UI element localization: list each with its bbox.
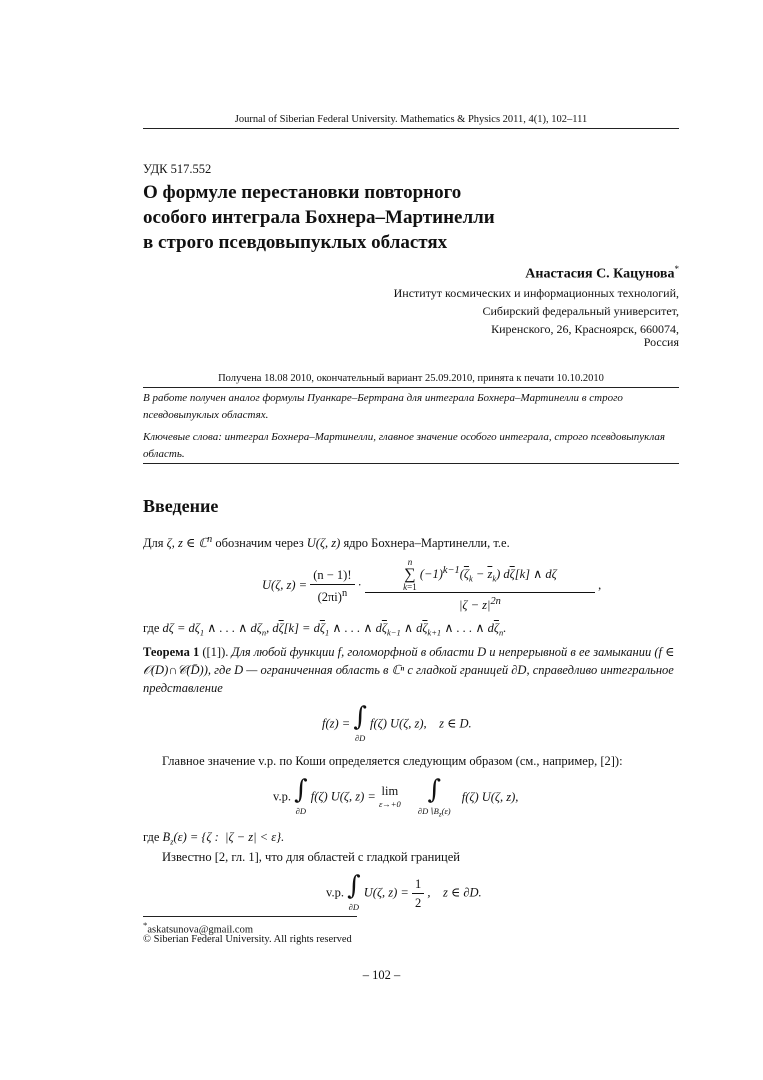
theorem-label: Теорема 1 <box>143 645 200 659</box>
vp-definition-text: Главное значение v.p. по Коши определяется следующим образом (см., например, [2]): <box>162 754 623 768</box>
affiliation-line-1: Институт космических и информационных технологий, <box>393 286 679 300</box>
udk-code: УДК 517.552 <box>143 162 212 176</box>
paper-title <box>143 180 495 255</box>
affiliation-line-3: Киренского, 26, Красноярск, 660074, <box>491 322 679 336</box>
journal-header: Journal of Siberian Federal University. Mathematics & Physics 2011, 4(1), 102–111 <box>234 114 588 125</box>
country: Россия <box>643 335 679 349</box>
author <box>525 264 679 283</box>
section-title: Введение <box>143 496 219 516</box>
copyright-icon: © <box>143 934 151 945</box>
title-line-1: О формуле перестановки повторного <box>143 182 462 203</box>
intro-paragraph <box>143 531 510 552</box>
title-line-2: особого интеграла Бохнера–Мартинелли <box>143 207 495 228</box>
theorem-1 <box>143 643 679 697</box>
footnote-email: *askatsunova@gmail.com <box>143 920 253 936</box>
footnote-rule <box>143 916 357 917</box>
abstract-top-rule <box>143 387 679 388</box>
keywords: Ключевые слова: интеграл Бохнера–Мартинелли, главное значение особого интеграла, строго псевдовыпуклая область. <box>143 431 665 460</box>
intro-text: обозначим через <box>215 536 304 551</box>
page-number: – 102 – <box>362 968 401 982</box>
header-rule <box>143 128 679 129</box>
math-inline-dzeta: $d\zeta = d\zeta_1$ ∧ . . . ∧ $d\zeta_n$, $d\overline{\zeta}[k] = d\overline{\zeta}_1$ ∧ . . . ∧ $d\overline{\zeta}_{k-1}$ ∧ $d\overline{\zeta}_{k+1}$ ∧ . . . ∧ $d\overline{\zeta}_n$. <box>162 621 507 638</box>
ball-lead: где <box>143 830 160 844</box>
abstract-bottom-rule <box>143 463 679 464</box>
theorem-text: Для любой функции f, голоморфной в области D и непрерывной в ее замыкании (f ∈ 𝒪(D)∩𝒞(D̄)), где D — ограниченная область в ℂⁿ с гладкой границей ∂D, справедливо интегральное представление <box>143 645 675 695</box>
integral-representation: f(z) = ∫ ∂D f(ζ) U(ζ, z), z ∈ D. <box>322 702 472 743</box>
known-result-text: Известно [2, гл. 1], что для областей с гладкой границей <box>162 850 460 864</box>
abstract: В работе получен аналог формулы Пуанкаре–Бертрана для интеграла Бохнера–Мартинелли в строго псевдовыпуклых областях. <box>143 392 623 421</box>
author-name: Анастасия С. Кацунова <box>525 266 675 282</box>
affiliation <box>394 284 679 338</box>
affiliation-line-2: Сибирский федеральный университет, <box>482 304 679 318</box>
where-lead: где <box>143 621 160 635</box>
vp-definition-formula: v.p. ∫ ∂D f(ζ) U(ζ, z) = lim ε→+0 ∫ $\partial D∖B_z(\varepsilon)$ f(ζ) U(ζ, z), <box>273 775 519 819</box>
math-inline-zeta: ζ, z ∈ ℂ$^n$ <box>166 534 213 551</box>
where-paragraph <box>143 619 506 642</box>
math-inline-kernel: U(ζ, z) <box>306 536 341 551</box>
author-footnote-mark: * <box>674 264 679 274</box>
math-inline-ball: $B_z(\varepsilon) = \{\zeta$ : |ζ − z| < ε}. <box>162 830 285 847</box>
received-dates: Получена 18.08 2010, окончательный вариант 25.09.2010, принята к печати 10.10.2010 <box>218 373 604 384</box>
half-formula: v.p. ∫ ∂D U(ζ, z) = $\frac{1}{2}$ , z ∈ ∂D. <box>326 871 482 912</box>
theorem-ref: ([1]). <box>202 645 229 659</box>
intro-lead: Для <box>143 536 164 551</box>
title-line-3: в строго псевдовыпуклых областях <box>143 232 448 253</box>
intro-tail: ядро Бохнера–Мартинелли, т.е. <box>343 536 510 551</box>
kernel-formula: U(ζ, z) = $\frac{(n - 1)!}{(2\pi i)^n}$ · n ∑ k=1 $(-1)^{k-1}(\overline{\zeta}_k - \overline{z}_k)$ $d\overline{\zeta}[k]$ ∧ dζ $|\zeta - z|^{2n}$ , <box>262 557 602 613</box>
footnote-copyright: © Siberian Federal University. All rights reserved <box>143 934 352 945</box>
